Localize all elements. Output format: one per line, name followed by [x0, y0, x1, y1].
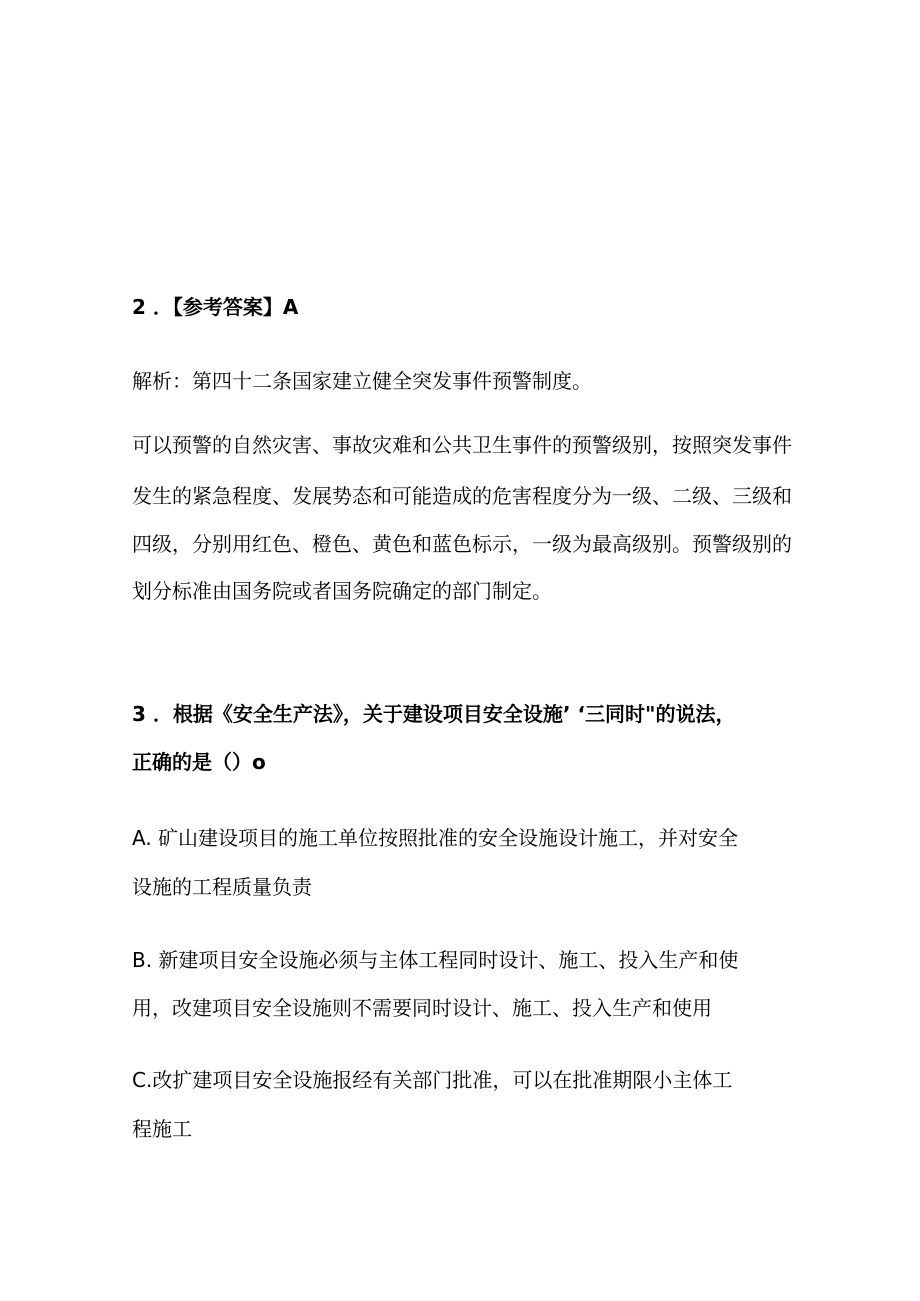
question-3-line: 3 ．根据《安全生产法》，关于建设项目安全设施’ ‘三同时"的说法，	[132, 702, 736, 726]
answer-2-heading: 2 ．【参考答案】A	[132, 295, 299, 319]
option-a-line: 设施的工程质量负责	[132, 875, 312, 899]
option-b-line: 用，改建项目安全设施则不需要同时设计、施工、投入生产和使用	[132, 996, 712, 1020]
analysis-paragraph-line: 划分标准由国务院或者国务院确定的部门制定。	[132, 579, 552, 603]
analysis-line-1: 解析：第四十二条国家建立健全突发事件预警制度。	[132, 369, 592, 393]
analysis-paragraph-line: 可以预警的自然灾害、事故灾难和公共卫生事件的预警级别，按照突发事件	[132, 433, 792, 457]
analysis-paragraph-line: 发生的紧急程度、发展势态和可能造成的危害程度分为一级、二级、三级和	[132, 484, 792, 508]
option-a-line: A. 矿山建设项目的施工单位按照批准的安全设施设计施工，并对安全	[132, 826, 739, 850]
option-c-line: C.改扩建项目安全设施报经有关部门批准，可以在批准期限小主体工	[132, 1068, 733, 1092]
analysis-paragraph-line: 四级，分别用红色、橙色、黄色和蓝色标示，一级为最高级别。预警级别的	[132, 532, 792, 556]
option-c-line: 程施工	[132, 1117, 192, 1141]
option-b-line: B. 新建项目安全设施必须与主体工程同时设计、施工、投入生产和使	[132, 948, 739, 972]
question-3-line: 正确的是（）o	[132, 750, 266, 774]
